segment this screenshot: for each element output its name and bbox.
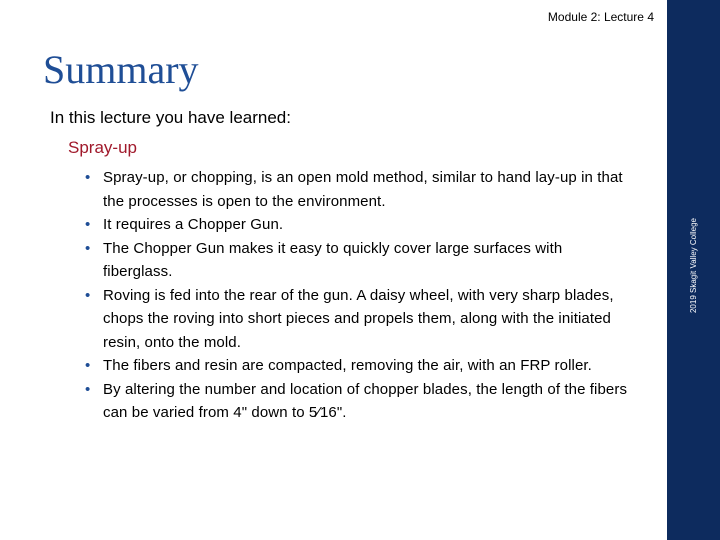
sidebar-band xyxy=(667,0,720,540)
bullet-text: By altering the number and location of chopper blades, the length of the fibers can be varied from 4" down to 5⁄16". xyxy=(103,380,628,421)
bullet-text: It requires a Chopper Gun. xyxy=(103,216,284,233)
bullet-marker-icon: • xyxy=(85,357,91,374)
bullet-item xyxy=(85,213,633,237)
bullet-text: The fibers and resin are compacted, removing the air, with an FRP roller. xyxy=(103,357,592,374)
bullet-text: Spray-up, or chopping, is an open mold method, similar to hand lay-up in that the processes is open to the environment. xyxy=(103,169,623,210)
slide-title: Summary xyxy=(43,47,199,92)
bullet-item xyxy=(85,284,633,355)
bullet-list xyxy=(85,166,633,425)
bullet-marker-icon: • xyxy=(85,239,91,257)
bullet-text: The Chopper Gun makes it easy to quickly cover large surfaces with fiberglass. xyxy=(103,239,563,280)
copyright-text: 2019 Skagit Valley College xyxy=(689,217,698,313)
bullet-text: Roving is fed into the rear of the gun. A daisy wheel, with very sharp blades, chops the roving into short pieces and propels them, along with the initiated resin, onto the mold. xyxy=(103,286,614,351)
bullet-marker-icon: • xyxy=(85,380,91,398)
bullet-item xyxy=(85,237,633,284)
bullet-marker-icon: • xyxy=(85,286,91,304)
bullet-item xyxy=(85,166,633,213)
module-label: Module 2: Lecture 4 xyxy=(547,10,654,24)
bullet-marker-icon: • xyxy=(85,216,91,233)
bullet-marker-icon: • xyxy=(85,169,91,186)
intro-text: In this lecture you have learned: xyxy=(50,108,291,127)
section-heading: Spray-up xyxy=(68,138,137,157)
bullet-item xyxy=(85,354,633,378)
bullet-item xyxy=(85,378,633,425)
